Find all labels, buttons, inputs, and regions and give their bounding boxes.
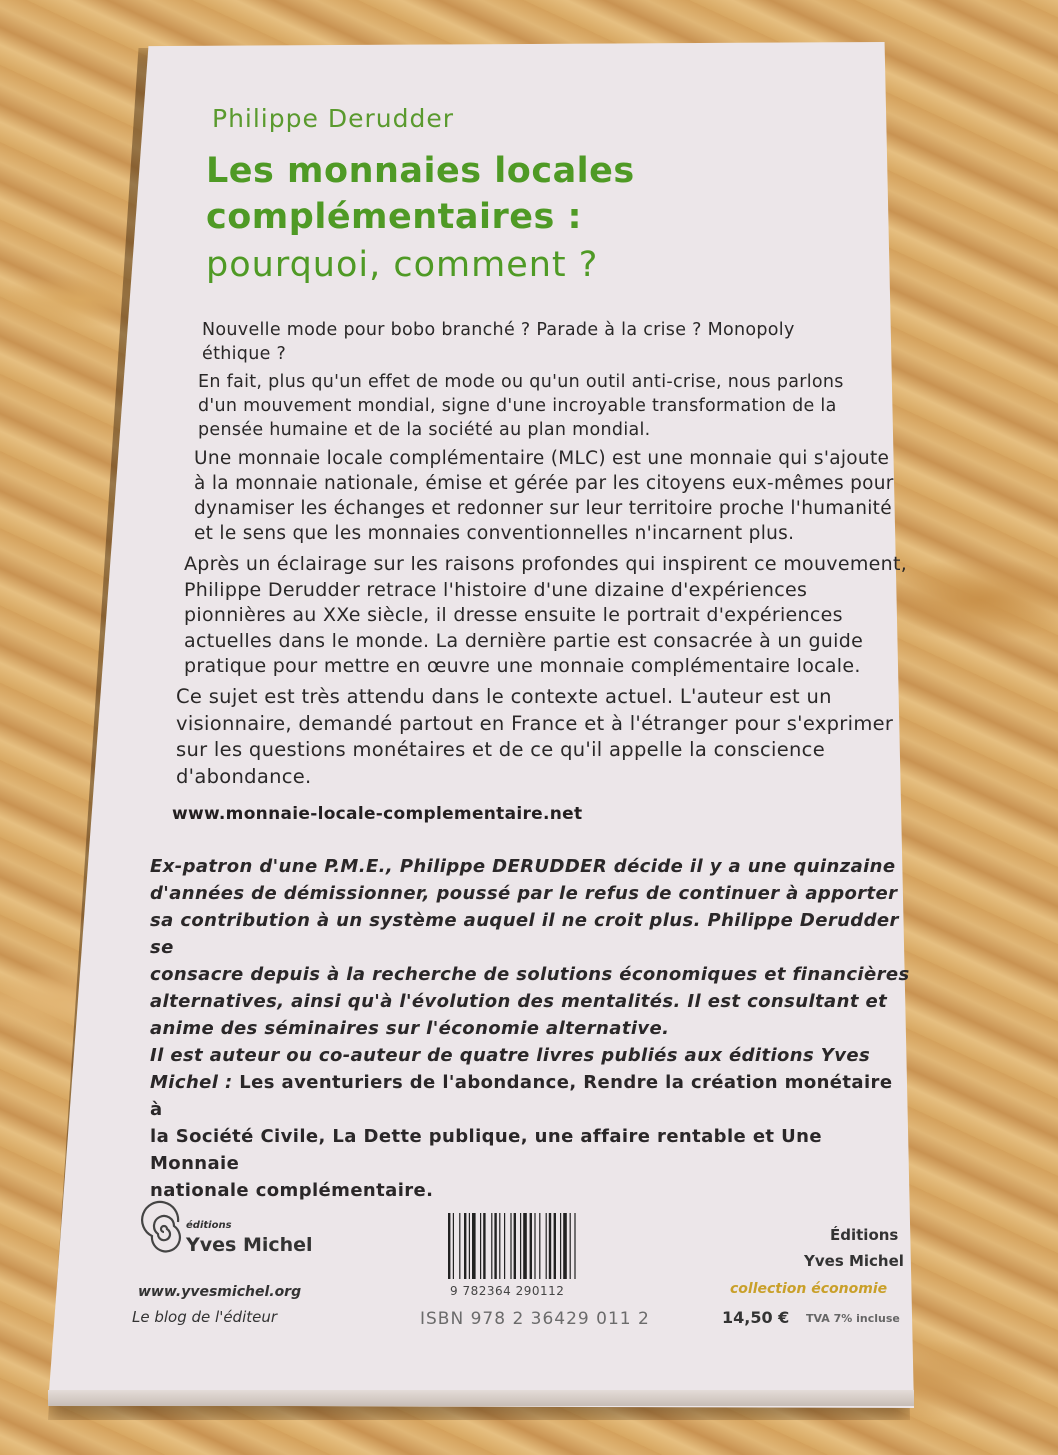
- book-page-edge: [48, 1390, 914, 1406]
- bio-line: consacre depuis à la recherche de solutions économiques et financières: [150, 964, 910, 985]
- text-line: pensée humaine et de la société au plan mondial.: [198, 420, 651, 440]
- barcode-bar: [523, 1213, 527, 1279]
- text-line: Une monnaie locale complémentaire (MLC) est une monnaie qui s'ajoute: [194, 448, 890, 469]
- bio-line: Ex-patron d'une P.M.E., Philippe DERUDDER décide il y a une quinzaine: [150, 856, 896, 877]
- paragraph-1: [202, 318, 795, 366]
- isbn: ISBN 978 2 36429 011 2: [420, 1309, 650, 1329]
- text-line: et le sens que les monnaies conventionnelles n'incarnent plus.: [194, 523, 795, 544]
- book-subtitle: pourquoi, comment ?: [206, 245, 599, 285]
- barcode-bar: [560, 1213, 561, 1279]
- bio-line: alternatives, ainsi qu'à l'évolution des mentalités. Il est consultant et: [150, 991, 888, 1012]
- bio-line: sa contribution à un système auquel il ne croit plus. Philippe Derudder se: [150, 910, 899, 958]
- bio-line: d'années de démissionner, poussé par le refus de continuer à apporter: [150, 883, 898, 904]
- barcode-bar: [530, 1213, 532, 1279]
- collection-label: collection économie: [730, 1281, 888, 1297]
- book-title: [206, 148, 635, 240]
- barcode-bar: [453, 1213, 454, 1279]
- text-line: sur les questions monétaires et de ce qu'il appelle la conscience: [176, 738, 825, 761]
- barcode-bar: [491, 1213, 492, 1279]
- barcode-bar: [504, 1213, 505, 1279]
- barcode-bar: [469, 1213, 470, 1279]
- title-line: complémentaires :: [206, 197, 583, 237]
- book-website: www.monnaie-locale-complementaire.net: [172, 804, 583, 824]
- editions-publisher: Yves Michel: [804, 1252, 904, 1270]
- books-list: Les aventuriers de l'abondance, Rendre la création monétaire à: [150, 1072, 893, 1120]
- text-line: Après un éclairage sur les raisons profondes qui inspirent ce mouvement,: [184, 553, 908, 575]
- barcode-bar: [499, 1213, 500, 1279]
- barcode-bar: [549, 1213, 551, 1279]
- text-line: à la monnaie nationale, émise et gérée par les citoyens eux-mêmes pour: [194, 473, 894, 494]
- bio-fragment: Michel :: [150, 1072, 233, 1093]
- paragraph-3: [194, 446, 894, 546]
- bio-line: anime des séminaires sur l'économie alternative.: [150, 1018, 670, 1039]
- text-line: dynamiser les échanges et redonner sur leur territoire proche l'humanité: [194, 498, 892, 519]
- text-line: d'un mouvement mondial, signe d'une incroyable transformation de la: [198, 396, 837, 416]
- books-list: nationale complémentaire.: [150, 1180, 434, 1201]
- text-line: éthique ?: [202, 344, 287, 364]
- barcode-bar: [534, 1213, 535, 1279]
- bio-line: [150, 1069, 910, 1123]
- barcode-bar: [546, 1213, 547, 1279]
- barcode-bar: [472, 1213, 476, 1279]
- paragraph-2: [198, 370, 844, 442]
- text-line: Philippe Derudder retrace l'histoire d'une dizaine d'expériences: [184, 578, 808, 601]
- text-line: pionnières au XXe siècle, il dresse ensuite le portrait d'expériences: [184, 604, 843, 626]
- barcode-bar: [514, 1213, 516, 1279]
- author-bio: [150, 853, 910, 1204]
- title-line: Les monnaies locales: [206, 151, 635, 191]
- barcode-bar: [520, 1213, 521, 1279]
- barcode-bar: [554, 1213, 556, 1279]
- text-line: Nouvelle mode pour bobo branché ? Parade à la crise ? Monopoly: [202, 320, 795, 340]
- text-line: visionnaire, demandé partout en France et à l'étranger pour s'exprimer: [176, 711, 894, 735]
- barcode-bar: [574, 1213, 575, 1279]
- books-list: la Société Civile, La Dette publique, une affaire rentable et Une Monnaie: [150, 1126, 822, 1174]
- barcode-bar: [480, 1213, 481, 1279]
- editions-label: Éditions: [830, 1226, 899, 1244]
- barcode-bar: [459, 1213, 460, 1279]
- bio-line: Il est auteur ou co-auteur de quatre livres publiés aux éditions Yves: [150, 1045, 871, 1066]
- text-line: Ce sujet est très attendu dans le contexte actuel. L'auteur est un: [176, 685, 832, 708]
- text-line: d'abondance.: [176, 764, 312, 788]
- logo-publisher-name: Yves Michel: [186, 1234, 313, 1256]
- barcode-bar: [570, 1213, 571, 1279]
- barcode-bar: [494, 1213, 496, 1279]
- paragraph-5: [176, 684, 893, 790]
- barcode-bar: [448, 1213, 450, 1279]
- paragraph-4: [184, 552, 907, 680]
- barcode-bar: [563, 1213, 567, 1279]
- tax-note: TVA 7% incluse: [806, 1312, 900, 1325]
- barcode-bar: [483, 1213, 485, 1279]
- text-line: En fait, plus qu'un effet de mode ou qu'un outil anti-crise, nous parlons: [198, 372, 844, 392]
- barcode-bar: [464, 1213, 466, 1279]
- text-line: actuelles dans le monde. La dernière partie est consacrée à un guide: [184, 629, 864, 652]
- barcode-bar: [510, 1213, 511, 1279]
- author-name: Philippe Derudder: [212, 104, 454, 133]
- price: 14,50 €: [722, 1308, 790, 1327]
- publisher-blog: Le blog de l'éditeur: [132, 1308, 278, 1326]
- barcode: [446, 1213, 614, 1285]
- spiral-logo-icon: [140, 1200, 188, 1260]
- text-line: pratique pour mettre en œuvre une monnaie complémentaire locale.: [184, 655, 861, 677]
- logo-editions-label: éditions: [186, 1220, 232, 1231]
- barcode-bar: [539, 1213, 540, 1279]
- publisher-url: www.yvesmichel.org: [138, 1284, 302, 1300]
- barcode-digits: 9 782364 290112: [450, 1284, 565, 1298]
